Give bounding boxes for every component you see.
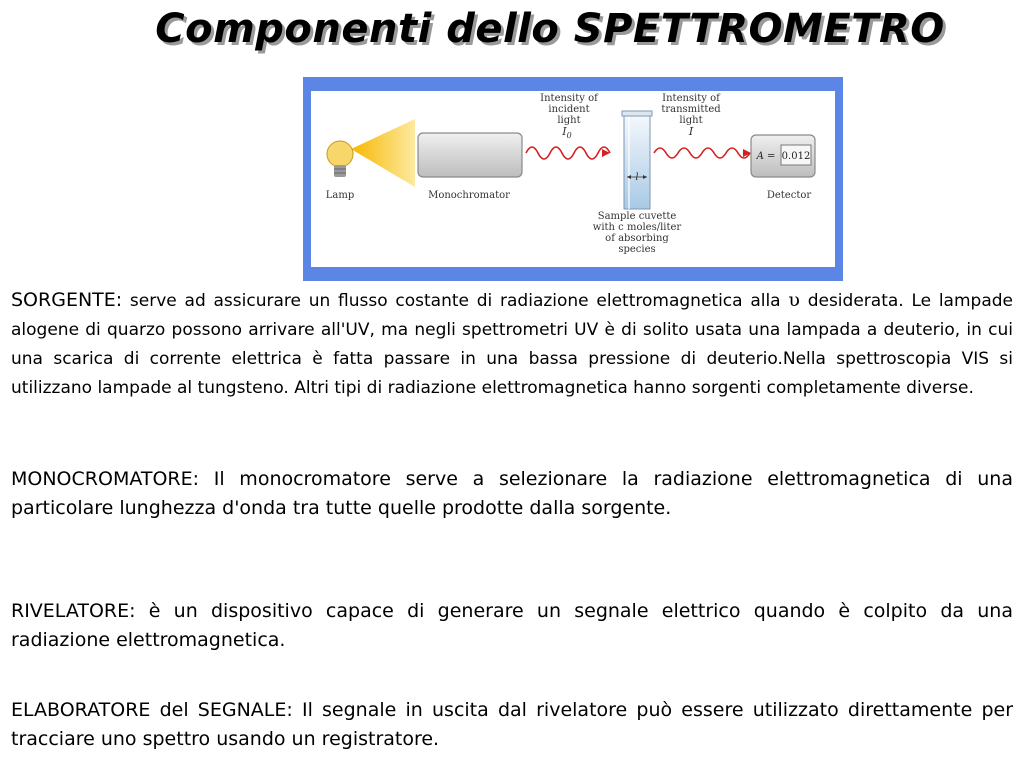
transmitted-wave xyxy=(654,148,750,158)
diagram-svg xyxy=(311,91,835,267)
light-beam xyxy=(351,119,415,187)
elaboratore-text: Il segnale in uscita dal rivelatore può essere utilizzato direttamente per tracciare uno spettro usando un registratore. xyxy=(11,699,1014,750)
term-elaboratore: ELABORATORE del SEGNALE xyxy=(11,699,287,721)
paragraph-rivelatore xyxy=(11,597,1013,655)
lamp-label: Lamp xyxy=(325,190,355,201)
cuvette-label-line2: with c moles/liter xyxy=(592,222,682,233)
paragraph-monocromatore xyxy=(11,465,1013,523)
term-sorgente: SORGENTE: xyxy=(11,289,123,311)
transmitted-intensity-symbol: I xyxy=(688,125,694,138)
detector-readout-value: 0.012 xyxy=(781,151,811,162)
term-monocromatore: MONOCROMATORE: xyxy=(11,468,200,490)
frequency-symbol: υ xyxy=(788,289,800,311)
sorgente-text-rest: desiderata. Le lampade alogene di quarzo possono arrivare all'UV, ma negli spettrometri UV è di solito usata una lampada a deuterio, in cui una scarica di corrente elettrica è fatta passare in una bassa pressione di deuterio.Nella spettroscopia VIS si utilizzano lampade al tungsteno. Altri tipi di radiazione elettromagnetica hanno sorgenti completamente diverse. xyxy=(11,291,1013,398)
incident-label-line1: Intensity of xyxy=(540,93,598,104)
monochromator-label: Monochromator xyxy=(428,190,510,201)
cuvette-label-line1: Sample cuvette xyxy=(597,211,677,222)
paragraph-sorgente xyxy=(11,286,1013,402)
incident-label-line2: incident xyxy=(548,104,590,115)
cuvette-label-line3: of absorbing xyxy=(605,233,669,244)
path-length-symbol: l xyxy=(635,172,639,183)
rivelatore-text: è un dispositivo capace di generare un segnale elettrico quando è colpito da una radiazione elettromagnetica. xyxy=(11,600,1013,651)
incident-label-line3: light xyxy=(557,115,581,126)
page-title: Componenti dello SPETTROMETRO xyxy=(155,6,945,52)
sorgente-text-first: serve ad assicurare un flusso costante di radiazione elettromagnetica alla xyxy=(122,291,789,311)
term-rivelatore: RIVELATORE: xyxy=(11,600,136,622)
monocromatore-text: Il monocromatore serve a selezionare la radiazione elettromagnetica di una particolare lunghezza d'onda tra tutte quelle prodotte dalla sorgente. xyxy=(11,468,1013,519)
diagram-canvas xyxy=(311,91,835,267)
monochromator-box xyxy=(418,133,522,177)
sample-cuvette xyxy=(622,111,652,209)
elaboratore-colon: : xyxy=(286,699,293,721)
cuvette-label-line4: species xyxy=(618,244,656,255)
detector-label: Detector xyxy=(766,190,812,201)
transmitted-label-line2: transmitted xyxy=(661,104,721,115)
spectrometer-diagram xyxy=(303,77,843,281)
incident-wave xyxy=(526,147,610,159)
detector-readout-label: A = xyxy=(756,151,776,162)
paragraph-elaboratore xyxy=(11,696,1013,754)
incident-intensity-symbol: $I_0$ xyxy=(562,125,572,140)
lamp-icon xyxy=(327,141,353,177)
transmitted-label-line3: light xyxy=(679,115,703,126)
transmitted-label-line1: Intensity of xyxy=(662,93,720,104)
